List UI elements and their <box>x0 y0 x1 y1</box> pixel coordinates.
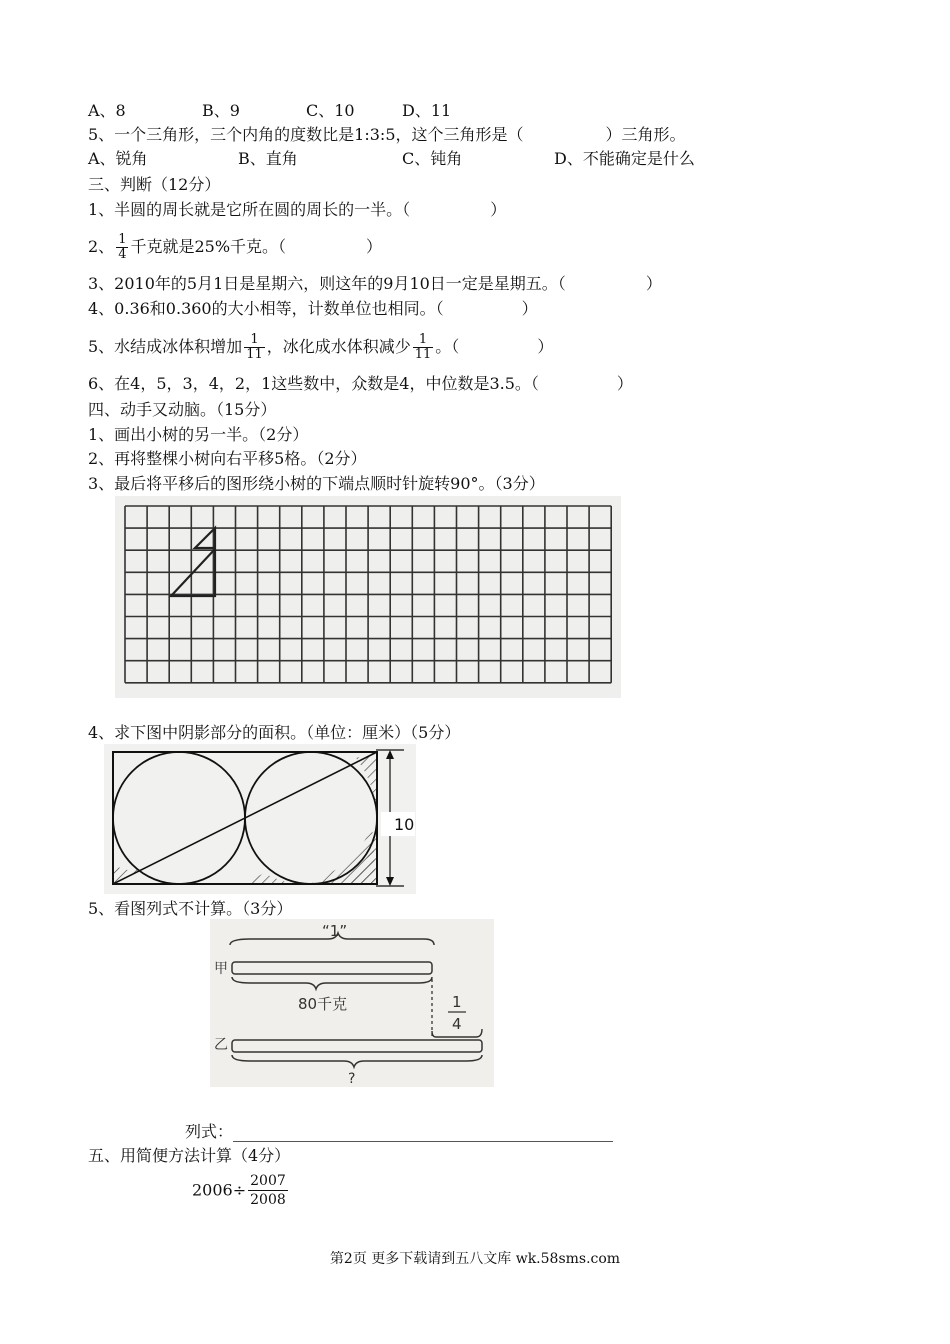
one-label: “1” <box>322 922 348 940</box>
bracket-diagram-figure <box>210 919 494 1087</box>
question-5: 5、一个三角形，三个内角的度数比是1:3:5，这个三角形是（ ）三角形。 <box>88 125 686 144</box>
shade-item-4: 4、求下图中阴影部分的面积。（单位：厘米）（5分） <box>88 723 461 742</box>
judge-item-2: 2、 $\frac{1}{4}$ 千克就是25%千克。（ ） <box>88 232 383 262</box>
option-b: B、直角 <box>238 149 298 168</box>
option-d: D、11 <box>402 101 452 120</box>
yi-label: 乙 <box>214 1037 228 1053</box>
option-a: A、8 <box>88 101 126 120</box>
kg-label: 80千克 <box>298 995 348 1013</box>
fraction-numerator: 1 <box>452 993 462 1011</box>
section-3-title: 三、判断（12分） <box>88 175 221 194</box>
option-c: C、钝角 <box>402 149 463 168</box>
jia-label: 甲 <box>214 961 228 977</box>
section-5-title: 五、用简便方法计算（4分） <box>88 1146 291 1165</box>
fraction-denominator: 4 <box>452 1015 462 1033</box>
option-d: D、不能确定是什么 <box>554 149 695 168</box>
fraction: $\frac{2007}{2008}$ <box>250 1173 286 1208</box>
option-a: A、锐角 <box>88 149 148 168</box>
page-footer: 第2页 更多下载请到五八文库 wk.58sms.com <box>329 1251 621 1267</box>
tree-grid-figure <box>115 496 621 698</box>
circles-shaded-figure <box>104 744 416 894</box>
unknown-label: ? <box>348 1071 356 1087</box>
calc-expression: 2006÷ $\frac{2007}{2008}$ <box>192 1173 286 1208</box>
fraction: $\frac{1}{11}$ <box>414 332 432 362</box>
judge-item-4: 4、0.36和0.360的大小相等，计数单位也相同。（ ） <box>88 299 538 318</box>
option-b: B、9 <box>202 101 240 120</box>
judge-item-1: 1、半圆的周长就是它所在圆的周长的一半。（ ） <box>88 200 507 219</box>
formula-item-5: 5、看图列式不计算。（3分） <box>88 899 293 918</box>
formula-answer-blank[interactable] <box>233 1123 613 1142</box>
draw-item-1: 1、画出小树的另一半。（2分） <box>88 425 309 444</box>
judge-item-6: 6、在4，5，3，4，2，1这些数中，众数是4，中位数是3.5。（ ） <box>88 374 633 393</box>
section-4-title: 四、动手又动脑。（15分） <box>88 400 277 419</box>
judge-item-3: 3、2010年的5月1日是星期六，则这年的9月10日一定是星期五。（ ） <box>88 274 662 293</box>
q4-options-row <box>88 101 451 121</box>
draw-item-3: 3、最后将平移后的图形绕小树的下端点顺时针旋转90°。（3分） <box>88 474 545 493</box>
fraction: $\frac{1}{11}$ <box>246 332 263 362</box>
q5-options-row <box>88 149 695 169</box>
dimension-label: 10 <box>394 815 415 834</box>
fraction: $\frac{1}{4}$ <box>118 232 127 262</box>
judge-item-5: 5、水结成冰体积增加 $\frac{1}{11}$ ，冰化成水体积减少 $\frac{1}{11}$ 。（ ） <box>88 332 554 362</box>
formula-line: 列式： <box>185 1122 613 1142</box>
draw-item-2: 2、再将整棵小树向右平移5格。（2分） <box>88 449 367 468</box>
option-c: C、10 <box>306 101 355 120</box>
